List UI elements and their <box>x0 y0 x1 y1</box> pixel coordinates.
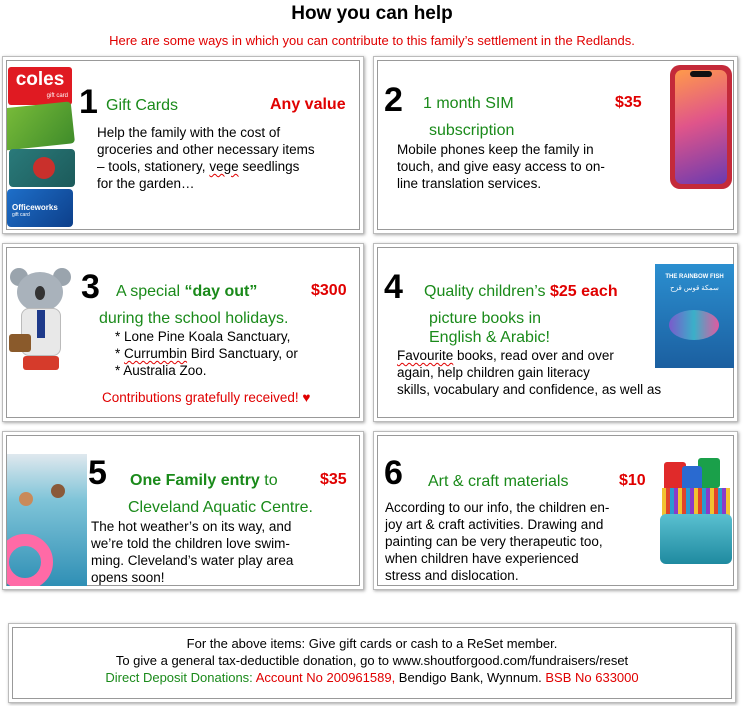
footer-line-3: Direct Deposit Donations: Account No 200961589, Bendigo Bank, Wynnum. BSB No 633000 <box>105 670 639 685</box>
card-gift-cards <box>2 56 364 234</box>
item-heading-line2: Cleveland Aquatic Centre. <box>128 499 313 516</box>
item-price: $35 <box>615 94 642 111</box>
item-number: 5 <box>88 454 107 492</box>
item-price: $10 <box>619 472 646 489</box>
officeworks-logo-sub: gift card <box>12 212 30 218</box>
item-heading-line2: subscription <box>429 122 515 139</box>
item-heading-line3: English & Arabic! <box>429 329 550 346</box>
item-price: $300 <box>311 282 347 299</box>
phone-image <box>670 65 732 189</box>
item-heading-line1: Quality children’s $25 each <box>424 283 618 300</box>
swimming-pool-image <box>7 454 87 586</box>
item-heading: Art & craft materials <box>428 473 569 490</box>
card-sim-subscription <box>373 56 738 234</box>
book-title: THE RAINBOW FISH <box>665 274 724 280</box>
item-list: * Lone Pine Koala Sanctuary, * Currumbin Bird Sanctuary, or * Australia Zoo. <box>115 329 298 378</box>
item-number: 2 <box>384 81 403 119</box>
item-price: $35 <box>320 471 347 488</box>
card-aquatic-centre <box>2 431 364 590</box>
item-heading-line2: picture books in <box>429 310 542 327</box>
item-price: Any value <box>270 96 346 113</box>
card-picture-books <box>373 243 738 422</box>
page-subtitle: Here are some ways in which you can contribute to this family’s settlement in the Redlands. <box>109 33 635 48</box>
card-art-craft <box>373 431 738 590</box>
coles-logo: coles <box>15 69 65 90</box>
fish-icon <box>669 310 719 340</box>
item-description: Mobile phones keep the family in touch, and give easy access to on- line translation services. <box>397 142 605 191</box>
item-number: 1 <box>79 83 98 121</box>
art-supplies-image <box>658 458 734 568</box>
item-description: Help the family with the cost of groceries and other necessary items – tools, stationery, vege seedlings for the garden… <box>97 125 315 191</box>
item-heading-line1: One Family entry to <box>130 472 278 489</box>
item-heading-line1: A special “day out” <box>116 283 258 300</box>
donation-footer <box>8 623 736 703</box>
book-arabic-title: سمكة قوس قزح <box>670 285 719 292</box>
contributions-note: Contributions gratefully received! ♥ <box>102 390 311 405</box>
item-number: 3 <box>81 268 100 306</box>
item-heading-line2: during the school holidays. <box>99 310 289 327</box>
item-heading: Gift Cards <box>106 97 179 114</box>
item-heading-line1: 1 month SIM <box>423 95 514 112</box>
coles-logo-sub: gift card <box>46 93 68 99</box>
item-description: The hot weather’s on its way, and we’re told the children love swim- ming. Cleveland’s water play area opens soon! <box>91 519 294 585</box>
footer-line-1: For the above items: Give gift cards or cash to a ReSet member. <box>186 636 558 651</box>
item-number: 6 <box>384 454 403 492</box>
koala-image <box>7 264 75 372</box>
item-description: According to our info, the children en- joy art & craft activities. Drawing and painting can be very therapeutic too, when children have experienced stress and dislocation. <box>385 500 610 583</box>
officeworks-logo: Officeworks <box>12 203 58 212</box>
gift-cards-image <box>7 65 75 229</box>
item-number: 4 <box>384 268 403 306</box>
page-title: How you can help <box>291 3 453 24</box>
footer-line-2: To give a general tax-deductible donation, go to www.shoutforgood.com/fundraisers/reset <box>115 653 629 668</box>
card-day-out <box>2 243 364 422</box>
book-cover-image <box>655 264 734 368</box>
item-description: Favourite books, read over and over again, help children gain literacy skills, vocabulary and confidence, as well as <box>397 348 662 397</box>
